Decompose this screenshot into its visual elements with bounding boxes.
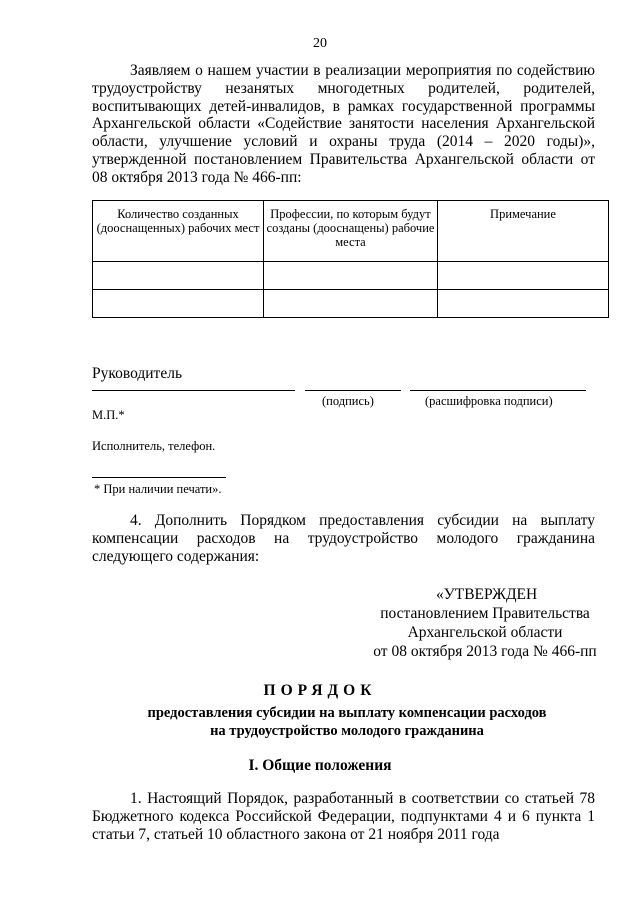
table-cell[interactable] bbox=[93, 290, 264, 318]
decoding-caption: (расшифровка подписи) bbox=[425, 394, 553, 408]
point4-paragraph: 4. Дополнить Порядком предоставления субсидии на выплату компенсации расходов на трудоустройство молодого гражданина следующего содержания: bbox=[92, 512, 595, 565]
document-title: ПОРЯДОК bbox=[263, 682, 377, 699]
approval-line: Архангельской области bbox=[407, 624, 563, 641]
table-cell[interactable] bbox=[264, 262, 438, 290]
section-heading: I. Общие положения bbox=[248, 757, 392, 774]
intro-paragraph: Заявляем о нашем участии в реализации мероприятия по содействию трудоустройству незанятых многодетных родителей, родителей, воспитывающих детей-инвалидов, в рамках государственной программы Архангельской области «Содействие занятости населения Архангельской области, улучшение условий и охраны труда (2014 – 2020 годы)», утвержденной постановлением Правительства Архангельской области от 08 октября 2013 года № 466-пп: bbox=[92, 62, 595, 186]
approval-line: от 08 октября 2013 года № 466-пп bbox=[373, 643, 597, 660]
stamp-label: М.П.* bbox=[92, 408, 125, 422]
head-name-line bbox=[92, 390, 295, 391]
table-cell[interactable] bbox=[438, 290, 609, 318]
head-label: Руководитель bbox=[92, 365, 183, 382]
signature-caption: (подпись) bbox=[322, 394, 374, 408]
table-cell[interactable] bbox=[93, 262, 264, 290]
approval-line: «УТВЕРЖДЕН bbox=[436, 586, 538, 603]
approval-block bbox=[360, 585, 610, 661]
table-header-cell: Количество созданных (дооснащенных) рабочих мест bbox=[93, 201, 264, 262]
workplaces-table bbox=[92, 200, 609, 318]
signature-line bbox=[305, 390, 401, 391]
executor-label: Исполнитель, телефон. bbox=[92, 439, 216, 453]
table-header-row bbox=[93, 201, 609, 262]
point1-paragraph: 1. Настоящий Порядок, разработанный в соответствии со статьей 78 Бюджетного кодекса Российской Федерации, подпунктами 4 и 6 пункта 1 статьи 7, статьей 10 областного закона от 21 ноября 2011 года bbox=[92, 790, 595, 843]
subtitle-line: предоставления субсидии на выплату компенсации расходов bbox=[147, 705, 547, 721]
table-cell[interactable] bbox=[438, 262, 609, 290]
approval-line: постановлением Правительства bbox=[380, 605, 590, 622]
table-header-cell: Профессии, по которым будут созданы (дооснащены) рабочие места bbox=[264, 201, 438, 262]
footnote: * При наличии печати». bbox=[94, 482, 222, 496]
decoding-line bbox=[410, 390, 586, 391]
footnote-separator bbox=[92, 477, 226, 478]
table-cell[interactable] bbox=[264, 290, 438, 318]
subtitle-line: на трудоустройство молодого гражданина bbox=[210, 722, 484, 739]
document-subtitle bbox=[92, 705, 602, 740]
table-header-cell: Примечание bbox=[438, 201, 609, 262]
table-row bbox=[93, 290, 609, 318]
table-row bbox=[93, 262, 609, 290]
page-number: 20 bbox=[313, 36, 327, 51]
